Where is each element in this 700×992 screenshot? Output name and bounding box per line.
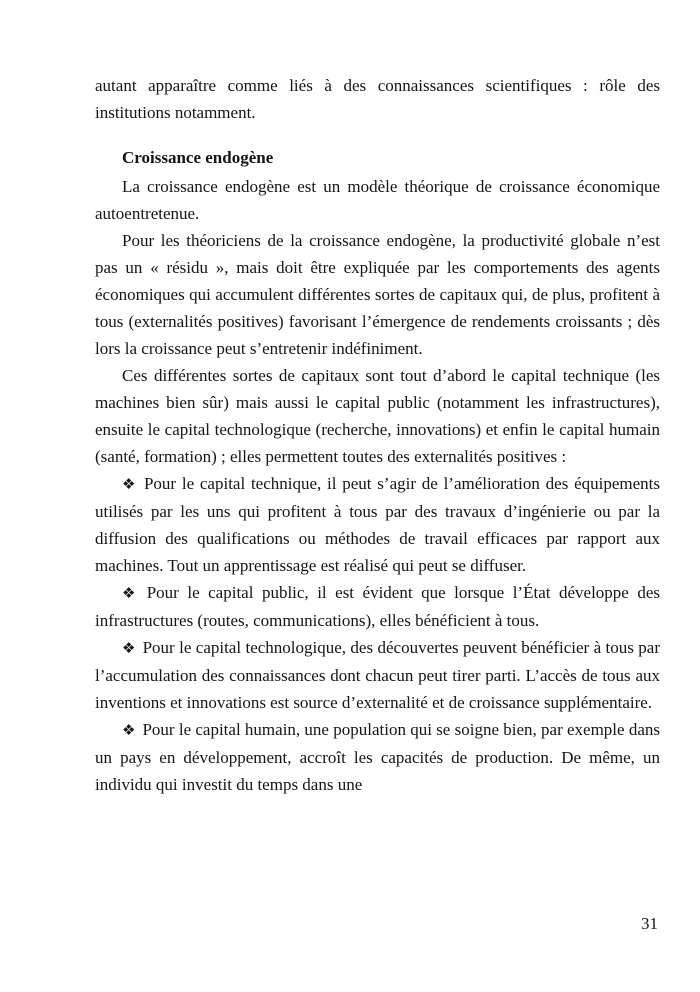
section-heading: Croissance endogène [122,148,274,167]
bullet-item [95,716,660,798]
paragraph: La croissance endogène est un modèle théorique de croissance économique autoentretenue. [95,177,660,223]
paragraph: Pour les théoriciens de la croissance endogène, la productivité globale n’est pas un « résidu », mais doit être expliquée par les comportements des agents économiques qui accumulent différentes sortes de capitaux qui, de plus, profitent à tous (externalités positives) favorisant l’émergence de rendements croissants ; dès lors la croissance peut s’entretenir indéfiniment. [95,231,660,358]
bullet-item [95,470,660,579]
paragraph-continuation: autant apparaître comme liés à des connaissances scientifiques : rôle des institutions notamment. [95,76,660,122]
bullet-text: Pour le capital technique, il peut s’agir de l’amélioration des équipements utilisés par les uns qui profitent à tous par des travaux d’ingénierie ou par la diffusion des qualifications ou méthodes de travail efficaces par rapport aux machines. Tout un apprentissage est réalisé qui peut se diffuser. [95,474,660,575]
diamond-bullet-icon: ❖ [122,475,137,493]
bullet-item [95,579,660,634]
bullet-text: Pour le capital public, il est évident que lorsque l’État développe des infrastructures (routes, communications), elles bénéficient à tous. [95,583,661,630]
bullet-item [95,634,660,716]
diamond-bullet-icon: ❖ [122,721,136,739]
paragraph: Ces différentes sortes de capitaux sont tout d’abord le capital technique (les machines bien sûr) mais aussi le capital public (notamment les infrastructures), ensuite le capital technologique (recherche, innovations) et enfin le capital humain (santé, formation) ; elles permettent toutes des externalités positives : [95,366,660,466]
bullet-text: Pour le capital humain, une population qui se soigne bien, par exemple dans un pays en développement, accroît les capacités de production. De même, un individu qui investit du temps dans une [95,720,660,794]
diamond-bullet-icon: ❖ [122,584,140,602]
diamond-bullet-icon: ❖ [122,639,136,657]
bullet-text: Pour le capital technologique, des découvertes peuvent bénéficier à tous par l’accumulation des connaissances dont chacun peut tirer parti. L’accès de tous aux inventions et innovations est source d’externalité et de croissance supplémentaire. [95,638,660,712]
page-number: 31 [641,914,658,933]
page-body-text [95,72,660,798]
